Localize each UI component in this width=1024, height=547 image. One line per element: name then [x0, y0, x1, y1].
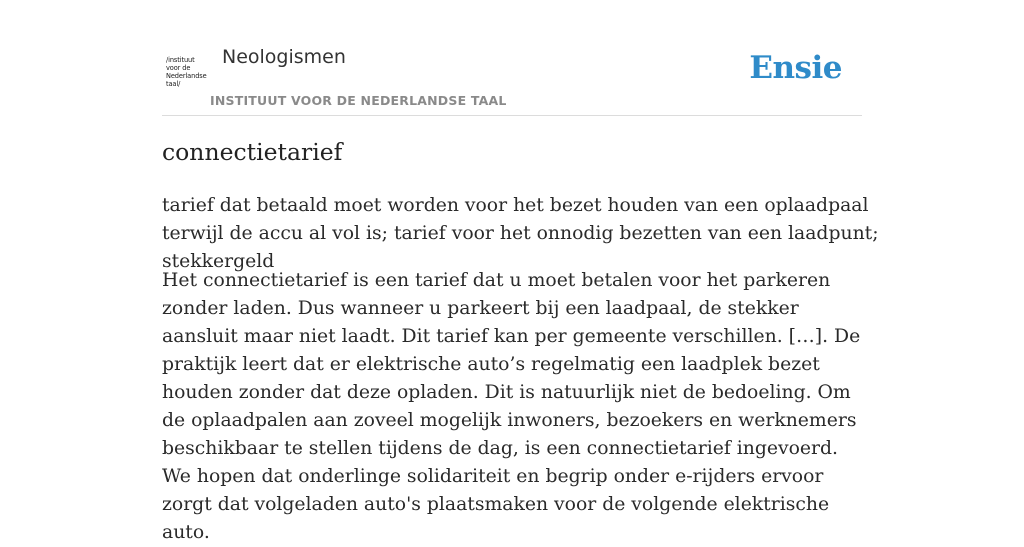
- ensie-brand-link[interactable]: Ensie: [749, 50, 842, 86]
- entry-headword: connectietarief: [162, 138, 343, 166]
- site-header: [162, 0, 862, 116]
- logo-line: taal/: [166, 80, 181, 88]
- entry-definition: tarief dat betaald moet worden voor het bezet houden van een oplaadpaal terwijl de accu al vol is; tarief voor het onnodig bezetten van een laadpunt; stekkergeld: [162, 195, 879, 272]
- logo-line: /instituut: [166, 56, 195, 64]
- ivdnt-logo[interactable]: [166, 56, 210, 88]
- logo-line: voor de: [166, 64, 191, 72]
- site-name-link[interactable]: Neologismen: [222, 46, 346, 68]
- entry-quote: Het connectietarief is een tarief dat u moet betalen voor het parkeren zonder laden. Dus wanneer u parkeert bij een laadpaal, de stekker aansluit maar niet laadt. Dit tarief kan per gemeente verschillen. […]. De praktijk leert dat er elektrische auto’s regelmatig een laadplek bezet houden zonder dat deze opladen. Dit is natuurlijk niet de bedoeling. Om de oplaadpalen aan zoveel mogelijk inwoners, bezoekers en werknemers beschikbaar te stellen tijdens de dag, is een connectietarief ingevoerd. We hopen dat onderlinge solidariteit en begrip onder e-rijders ervoor zorgt dat volgeladen auto's plaatsmaken voor de volgende elektrische auto.: [162, 270, 861, 543]
- page: [162, 0, 879, 543]
- logo-line: Nederlandse: [166, 72, 207, 80]
- institute-subtitle: INSTITUUT VOOR DE NEDERLANDSE TAAL: [210, 93, 507, 108]
